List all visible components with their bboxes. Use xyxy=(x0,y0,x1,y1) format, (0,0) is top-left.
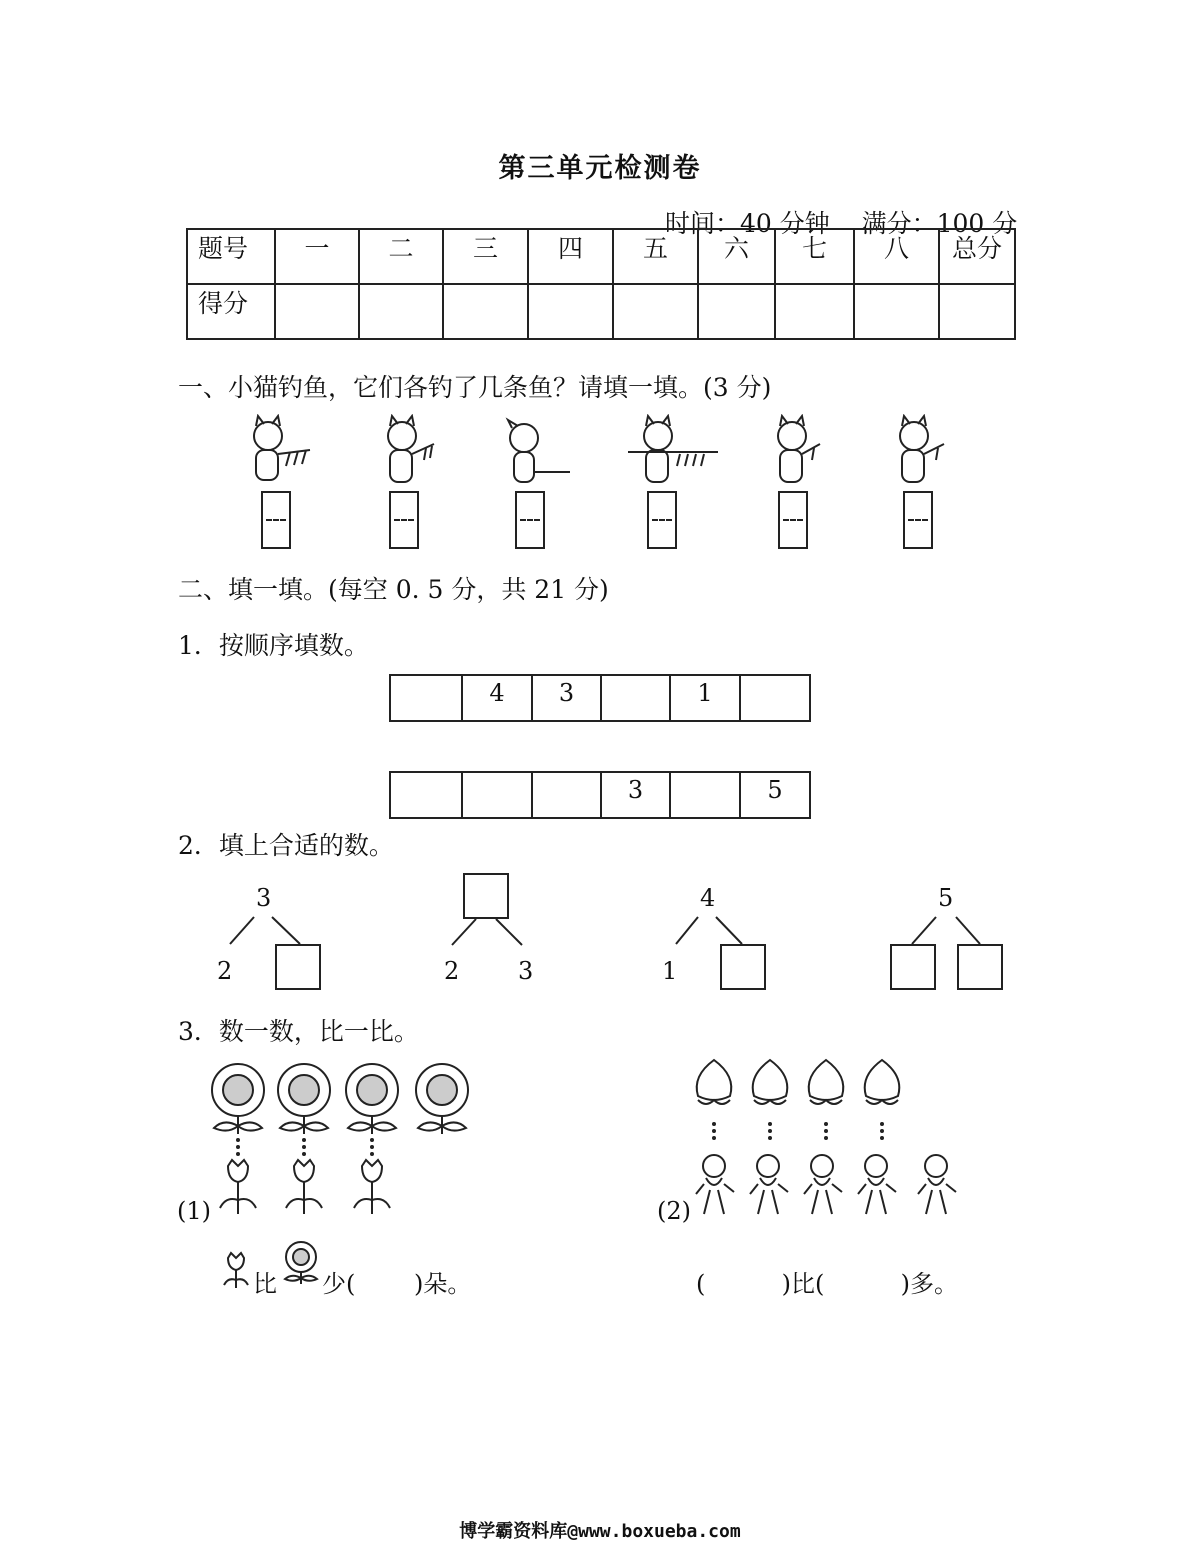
page-title: 第三单元检测卷 xyxy=(498,153,702,184)
tulip xyxy=(286,1160,322,1214)
cat-1 xyxy=(254,416,310,480)
answer-box-cat-4[interactable] xyxy=(647,491,677,549)
score-cell[interactable] xyxy=(443,284,528,339)
sequence-cell[interactable] xyxy=(532,772,601,818)
cat-6 xyxy=(900,416,944,482)
monkey xyxy=(858,1155,896,1214)
cat-5 xyxy=(778,416,820,482)
monkey xyxy=(804,1155,842,1214)
sequence-cell[interactable]: 5 xyxy=(740,772,810,818)
score-header-cell: 三 xyxy=(443,229,528,284)
sunflower xyxy=(212,1064,264,1134)
bond3-left: 1 xyxy=(662,957,678,985)
footer-watermark: 博学霸资料库@www.boxueba.com xyxy=(459,1521,741,1542)
score-header-cell: 一 xyxy=(275,229,359,284)
bond1-left: 2 xyxy=(217,957,233,985)
part1-less-text[interactable]: 少( xyxy=(322,1270,356,1298)
score-cell[interactable] xyxy=(775,284,854,339)
bond3-top: 4 xyxy=(700,884,716,912)
tulip-icon xyxy=(220,1250,252,1290)
score-header-cell: 四 xyxy=(528,229,613,284)
tulip xyxy=(220,1160,256,1214)
answer-box-cat-1[interactable] xyxy=(261,491,291,549)
bond2-answer-box[interactable] xyxy=(463,873,509,919)
score-table-score-row xyxy=(187,284,1015,339)
score-header-cell: 七 xyxy=(775,229,854,284)
sunflowers-tulips-illustration xyxy=(200,1062,480,1222)
score-cell[interactable] xyxy=(528,284,613,339)
sequence-cell[interactable] xyxy=(390,772,462,818)
sunflower xyxy=(346,1064,398,1134)
peach xyxy=(809,1060,844,1104)
section2-heading: 二、填一填。(每空 0. 5 分，共 21 分) xyxy=(178,575,609,604)
score-table xyxy=(186,228,1016,340)
bond4-answer-box-right[interactable] xyxy=(957,944,1003,990)
peach xyxy=(697,1060,732,1104)
sunflower xyxy=(416,1064,468,1134)
bond4-top: 5 xyxy=(938,884,954,912)
part1-mark: (1) xyxy=(177,1197,211,1225)
bond1-answer-box[interactable] xyxy=(275,944,321,990)
score-cell[interactable] xyxy=(854,284,939,339)
score-cell[interactable] xyxy=(698,284,775,339)
sequence-cell[interactable]: 4 xyxy=(462,675,532,721)
section1-heading: 一、小猫钓鱼，它们各钓了几条鱼？请填一填。(3 分) xyxy=(178,373,772,402)
sequence-row-2 xyxy=(389,771,811,819)
sequence-cell[interactable] xyxy=(390,675,462,721)
bond3-answer-box[interactable] xyxy=(720,944,766,990)
tulip xyxy=(354,1160,390,1214)
cat-3 xyxy=(508,420,570,482)
score-header-cell: 八 xyxy=(854,229,939,284)
bond2-right: 3 xyxy=(518,957,534,985)
sequence-cell[interactable]: 3 xyxy=(601,772,670,818)
cat-4 xyxy=(628,416,718,482)
sequence-cell[interactable] xyxy=(740,675,810,721)
score-cell[interactable] xyxy=(939,284,1015,339)
score-header-cell: 二 xyxy=(359,229,443,284)
q3-label: 3．数一数，比一比。 xyxy=(178,1017,419,1046)
exam-full-score: 满分：100 分 xyxy=(861,209,1018,238)
score-header-cell: 题号 xyxy=(187,229,275,284)
score-header-cell: 总分 xyxy=(939,229,1015,284)
peach xyxy=(865,1060,900,1104)
score-header-cell: 六 xyxy=(698,229,775,284)
q2-label: 2．填上合适的数。 xyxy=(178,831,394,860)
sequence-cell[interactable] xyxy=(462,772,532,818)
peach xyxy=(753,1060,788,1104)
answer-box-cat-5[interactable] xyxy=(778,491,808,549)
score-row-label: 得分 xyxy=(187,284,275,339)
part1-compare-word: 比 xyxy=(253,1270,277,1298)
score-table-header-row xyxy=(187,229,1015,284)
sequence-cell[interactable]: 3 xyxy=(532,675,601,721)
part2-mark: (2) xyxy=(657,1197,691,1225)
sequence-cell[interactable] xyxy=(670,772,740,818)
monkey xyxy=(696,1155,734,1214)
cats-fishing-illustration xyxy=(240,414,960,494)
score-cell[interactable] xyxy=(359,284,443,339)
score-header-cell: 五 xyxy=(613,229,698,284)
part1-unit-text: )朵。 xyxy=(414,1270,472,1298)
bond4-answer-box-left[interactable] xyxy=(890,944,936,990)
sequence-cell[interactable] xyxy=(601,675,670,721)
monkey xyxy=(918,1155,956,1214)
peaches-monkeys-illustration xyxy=(688,1054,978,1224)
answer-box-cat-3[interactable] xyxy=(515,491,545,549)
monkey xyxy=(750,1155,788,1214)
part2-sentence[interactable]: ( )比( )多。 xyxy=(696,1270,959,1298)
answer-box-cat-2[interactable] xyxy=(389,491,419,549)
bond1-top: 3 xyxy=(256,884,272,912)
sunflower-icon xyxy=(280,1240,322,1286)
sequence-row-1 xyxy=(389,674,811,722)
exam-time: 时间：40 分钟 xyxy=(665,209,830,238)
sequence-cell[interactable]: 1 xyxy=(670,675,740,721)
q1-label: 1．按顺序填数。 xyxy=(178,631,369,660)
score-cell[interactable] xyxy=(613,284,698,339)
bond2-left: 2 xyxy=(444,957,460,985)
answer-box-cat-6[interactable] xyxy=(903,491,933,549)
cat-2 xyxy=(388,416,434,482)
sunflower xyxy=(278,1064,330,1134)
score-cell[interactable] xyxy=(275,284,359,339)
